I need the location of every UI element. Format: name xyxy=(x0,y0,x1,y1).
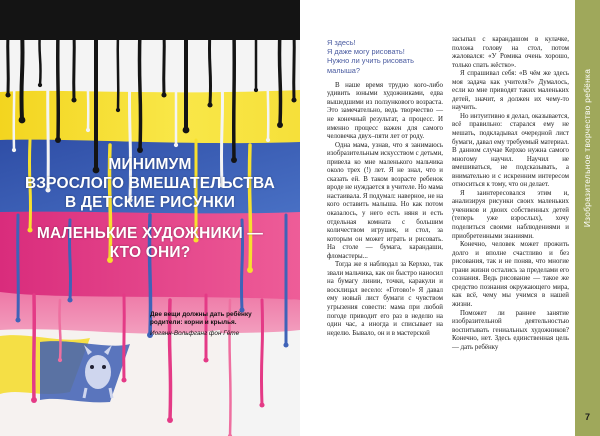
paint-drop xyxy=(161,92,166,97)
paint-drop xyxy=(55,137,61,143)
paint-drip xyxy=(139,30,140,150)
article-column-1 xyxy=(327,0,443,436)
paint-drop xyxy=(5,92,10,97)
paragraph: Я заинтересовался этим и, анализируя рисунки своих маленьких учеников и двоих собственных детей (теперь уже взрослых), хочу поделиться своими наблюдениями и приобретенными знаниями. xyxy=(452,189,569,240)
chapter-title-text: Изобразительное творчество ребёнка xyxy=(582,68,593,228)
paragraph: засыпал с карандашом в кулачке, положа голову на стол, потом жаловался: «У Ромика очень хорошо, только спать жёстко». xyxy=(452,36,569,69)
paint-drip xyxy=(268,60,269,140)
paint-drip xyxy=(34,295,35,400)
paint-drip xyxy=(209,30,210,105)
paint-drop xyxy=(116,108,120,112)
paint-drop xyxy=(121,377,126,382)
paint-drip xyxy=(234,30,235,160)
paint-drip xyxy=(124,295,125,380)
paint-drip xyxy=(21,30,22,120)
paint-drip xyxy=(8,30,9,95)
paint-drip xyxy=(88,55,89,130)
paint-drop xyxy=(31,397,37,403)
headline-minimal-intervention xyxy=(0,155,300,212)
paint-drip xyxy=(14,60,15,150)
paragraph: Я спрашивал себя: «В чём же здесь моя задача как учителя?» Думалось, если ко мне приводят таких маленьких детей, значит, я должен их чему-то научить. xyxy=(452,70,569,112)
paint-drop xyxy=(15,317,20,322)
article-column-2 xyxy=(452,0,569,436)
paint-drop xyxy=(207,102,212,107)
paint-drop xyxy=(259,402,264,407)
paint-drop xyxy=(38,83,42,87)
intro-line: Нужно ли учить рисовать малыша? xyxy=(327,56,414,75)
paint-drip xyxy=(279,30,280,125)
paint-drip xyxy=(118,30,119,110)
paint-drop xyxy=(12,148,16,152)
paint-drop xyxy=(183,127,190,134)
paragraph: Конечно, человек может прожить долго и вполне счастливо и без рисования, так и не поняв, что многие грани жизни остались за пределами его сознания. Ведь рисование — такое же средство познания окружающего мира, как всё, чему мы учимся в нашей жизни. xyxy=(452,241,569,308)
paragraph: Тогда же я наблюдал за Керхко, так звали мальчика, как он быстро наносил на бумагу линии, точки, каракули и восклицал весело: «Готово!» Я давал ему новый лист бумаги с чувством угрызения совести: мама при любой погоде приводит его раз в неделю на один час, а иногда и списывает на неделю. Бывало, он и в мастерской xyxy=(327,261,443,337)
paint-drop xyxy=(19,117,26,124)
paint-drip xyxy=(164,30,165,95)
paint-drip xyxy=(58,30,59,140)
paint-drop xyxy=(58,358,62,362)
paint-drop xyxy=(291,97,296,102)
headline-little-artists xyxy=(0,224,300,262)
intro-line: Я здесь! xyxy=(327,38,356,47)
paint-drop xyxy=(277,122,283,128)
paint-drop xyxy=(137,147,143,153)
paint-drip xyxy=(39,30,40,85)
paint-drip xyxy=(74,30,75,100)
headline-line: В ДЕТСКИЕ РИСУНКИ xyxy=(64,194,236,211)
paint-drop xyxy=(167,417,173,423)
paint-drop xyxy=(283,342,288,347)
headline-line: ВЗРОСЛОГО ВМЕШАТЕЛЬСТВА xyxy=(25,175,275,192)
quote-author: Иоганн-Вольфганг фон Гёте xyxy=(150,330,240,338)
chapter-side-band xyxy=(575,0,600,436)
paragraph: Поможет ли раннее занятие изобразительной деятельностью воспитывать гениальных художников? Конечно, нет. Здесь единственная цель — дать ребёнку xyxy=(452,309,569,351)
page-number: 7 xyxy=(584,412,590,422)
paint-drop xyxy=(174,143,178,147)
epigraph-quote xyxy=(150,311,272,339)
chapter-title-vertical xyxy=(575,0,600,436)
paint-drop xyxy=(266,138,270,142)
paint-drop xyxy=(247,267,253,273)
intro-line: Я даже могу рисовать! xyxy=(327,47,405,57)
headline-line: МАЛЕНЬКИЕ ХУДОЖНИКИ — xyxy=(36,225,264,242)
paint-drop xyxy=(86,128,90,132)
quote-text: Две вещи должны дать ребёнку родители: корни и крылья. xyxy=(150,311,252,327)
paint-drop xyxy=(67,297,72,302)
paint-drip xyxy=(294,30,295,100)
paragraph: Одна мама, узнав, что я занимаюсь изобразительным искусством с детьми, привела ко мне маленького мальчика около трех (!) лет. Я не знал, что и сказать ей. В таком возрасте ребенок вроде не нуждается в учителе. Но мама настаивала. Я подумал: наверное, не на кого оставить малыша. Но как потом оказалось, у него есть няня и есть отдельная комната с большим количеством игрушек, и стол, за которым он может играть и рисовать. На столе — бумага, карандаши, фломастеры... xyxy=(327,141,443,260)
headline-line: МИНИМУМ xyxy=(108,156,192,173)
intro-callout xyxy=(327,38,443,75)
headline-line: КТО ОНИ? xyxy=(109,244,191,261)
paint-drop xyxy=(71,97,76,102)
paragraph: Но интуитивно я делал, оказывается, всё правильно: старался ему не мешать, подкладывал очередной лист бумаги, давал ему требуемый материал. В данном случае Керхко нужна самого многому научил. Научил не вмешиваться, не подсказывать, а внимательно и с искренним интересом относиться к тому, что он делает. xyxy=(452,112,569,189)
paint-drop xyxy=(203,357,208,362)
paint-drip xyxy=(59,300,60,360)
paragraph: В наше время трудно кого-либо удивить юными художниками, едва вышедшими из ползункового возраста. Это замечательно, ведь творчество — не конечный результат, а процесс. И именно процесс важен для самого человечка двух–пяти лет от роду. xyxy=(327,81,443,141)
paint-drop xyxy=(254,88,258,92)
